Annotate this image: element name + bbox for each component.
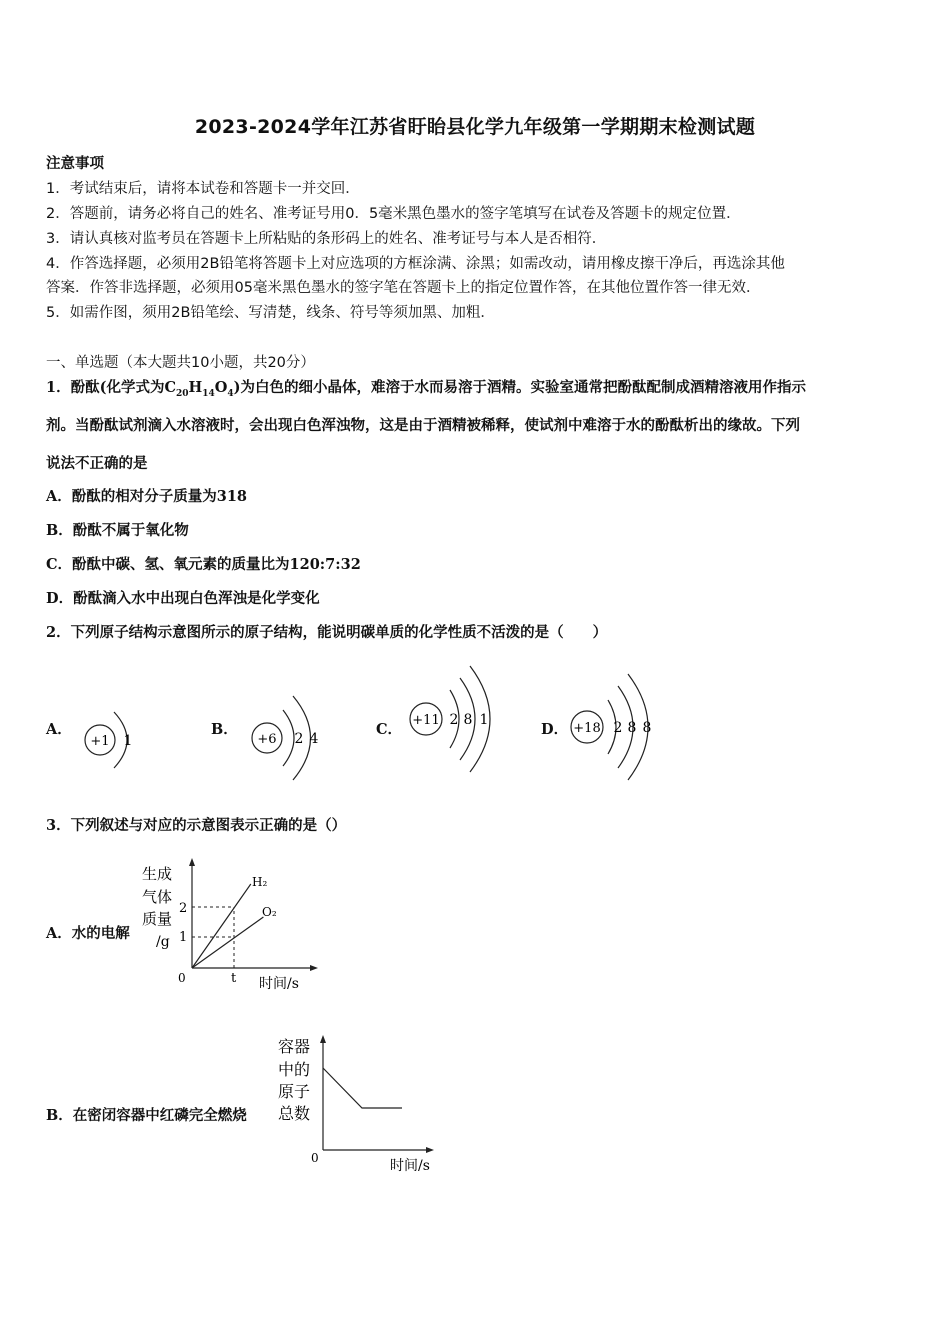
q3a-origin: 0 [178, 971, 186, 985]
q2-stem: 2．下列原子结构示意图所示的原子结构，能说明碳单质的化学性质不活泼的是（ ） [46, 624, 608, 641]
q1-option-d: D．酚酞滴入水中出现白色浑浊是化学变化 [46, 590, 320, 607]
q1-stem [46, 376, 806, 399]
q3a-ylabel-4: /g [156, 934, 170, 950]
q1-line3: 说法不正确的是 [46, 455, 148, 472]
notice-heading: 注意事项 [46, 156, 104, 172]
q2-option-b-atom [240, 688, 330, 788]
notice-item-1: 1．考试结束后，请将本试卷和答题卡一并交回． [46, 181, 360, 197]
q3a-xlabel: 时间/s [259, 976, 299, 992]
svg-text:1: 1 [123, 733, 133, 749]
q3a-ytick-2: 2 [179, 901, 188, 916]
q2-option-a-atom [74, 700, 144, 780]
page-title: 2023-2024学年江苏省盱眙县化学九年级第一学期期末检测试题 [194, 116, 756, 138]
notice-item-3: 3．请认真核对监考员在答题卡上所粘贴的条形码上的姓名、准考证号与本人是否相符． [46, 231, 607, 247]
q3b-ylabel-4: 总数 [278, 1104, 311, 1123]
q2-option-b-label: B． [211, 721, 238, 738]
q3a-ylabel-3: 质量 [142, 910, 173, 928]
q1-stem-b: )为白色的细小晶体，难溶于水而易溶于酒精。实验室通常把酚酞配制成酒精溶液用作指示 [233, 379, 807, 396]
q3b-xlabel: 时间/s [390, 1158, 430, 1174]
q1-option-b: B．酚酞不属于氧化物 [46, 522, 189, 539]
q3b-ylabel-1: 容器 [278, 1037, 311, 1056]
svg-text:2: 2 [613, 720, 623, 736]
q2-option-c-label: C． [376, 721, 403, 738]
svg-text:8: 8 [642, 720, 652, 736]
q3b-ylabel-3: 原子 [278, 1082, 311, 1101]
svg-text:+18: +18 [573, 721, 601, 736]
q3b-origin: 0 [311, 1151, 319, 1165]
q1-option-a: A．酚酞的相对分子质量为318 [46, 488, 248, 505]
notice-item-2: 2．答题前，请务必将自己的姓名、准考证号用0．5毫米黑色墨水的签字笔填写在试卷及答题卡的规定位置． [46, 206, 741, 222]
svg-text:1: 1 [479, 712, 489, 728]
q3-option-a-label: A．水的电解 [46, 925, 130, 942]
q3b-y-arrow [320, 1035, 326, 1043]
q2-option-c-atom [402, 660, 512, 780]
q3-stem: 3．下列叙述与对应的示意图表示正确的是（） [46, 817, 347, 834]
q3a-h2-line [192, 884, 251, 968]
notice-item-4-cont: 答案．作答非选择题，必须用05毫米黑色墨水的签字笔在答题卡上的指定位置作答，在其他位置作答一律无效． [46, 280, 761, 296]
q3-option-b-label: B．在密闭容器中红磷完全燃烧 [46, 1107, 247, 1124]
svg-text:4: 4 [309, 731, 319, 747]
q3a-h2-label: H₂ [252, 875, 268, 889]
svg-text:+11: +11 [412, 713, 440, 728]
section-heading: 一、单选题（本大题共10小题，共20分） [46, 355, 315, 371]
q3-option-b-chart [270, 1030, 450, 1178]
q3a-y-arrow [189, 858, 195, 866]
q1-formula: $C_{20}H_{14}O_4$ [164, 379, 234, 399]
notice-item-4: 4．作答选择题，必须用2B铅笔将答题卡上对应选项的方框涂满、涂黑；如需改动，请用橡皮擦干净后，再选涂其他 [46, 256, 785, 272]
q2-option-d-label: D． [541, 721, 569, 738]
svg-text:+1: +1 [90, 734, 110, 749]
svg-text:8: 8 [463, 712, 473, 728]
q3a-xtick-t: t [231, 971, 237, 986]
svg-text:2: 2 [449, 712, 459, 728]
q1-option-c: C．酚酞中碳、氢、氧元素的质量比为120:7:32 [46, 556, 361, 573]
q1-stem-a: 1．酚酞(化学式为 [46, 379, 165, 396]
q3a-ylabel-1: 生成 [142, 865, 173, 883]
q2-option-d-atom [566, 668, 676, 784]
notice-item-5: 5．如需作图，须用2B铅笔绘、写清楚，线条、符号等须加黑、加粗． [46, 305, 495, 321]
q3a-o2-line [192, 917, 263, 968]
q3-option-a-chart [134, 856, 324, 994]
q3b-curve [323, 1068, 402, 1108]
q1-line2: 剂。当酚酞试剂滴入水溶液时，会出现白色浑浊物，这是由于酒精被稀释，使试剂中难溶于水的酚酞析出的缘故。下列 [46, 417, 800, 434]
svg-text:+6: +6 [257, 732, 277, 747]
q3a-ylabel-2: 气体 [142, 888, 173, 906]
q3b-x-arrow [426, 1147, 434, 1153]
q3a-o2-label: O₂ [262, 905, 277, 919]
q2-option-a-label: A． [46, 721, 72, 738]
svg-text:2: 2 [294, 731, 304, 747]
svg-text:8: 8 [627, 720, 637, 736]
q3a-ytick-1: 1 [179, 930, 188, 945]
q3b-ylabel-2: 中的 [278, 1060, 311, 1079]
q3a-x-arrow [310, 965, 318, 971]
